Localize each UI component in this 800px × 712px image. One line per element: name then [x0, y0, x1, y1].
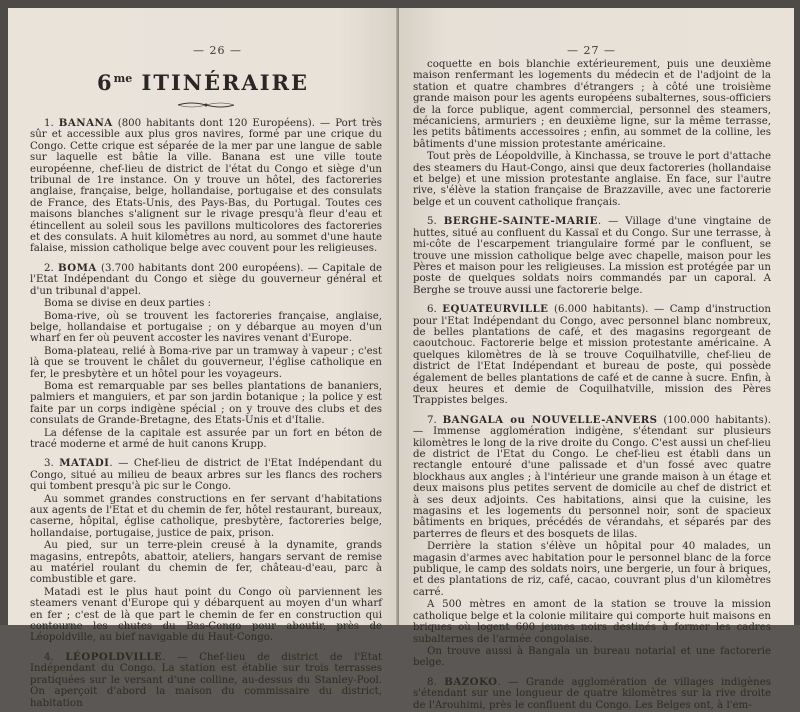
stop-paragraph: Boma est remarquable par ses belles plantations de bananiers, palmiers et manguiers, et par son jardin botanique ; la police y est faite par un corps indigène spécial ; on y trouve des clubs et des consulats de Grande-Bretagne, des Etats-Unis et d'Italie.: [30, 380, 382, 427]
stop-description: . — Chef-lieu de district de l'Etat Indépendant du Congo. La station est établie sur trois terrasses pratiquées sur le versant d'une colline, au-dessus du Stanley-Pool. On aperçoit d'abord la maison du commissaire du district, habitation: [30, 651, 382, 709]
itinerary-stop-7: [413, 415, 771, 540]
itinerary-stop-4: [30, 652, 382, 709]
stop-number: 5.: [427, 216, 444, 228]
stop-name: EQUATEURVILLE: [442, 303, 549, 316]
left-body-text: [30, 118, 382, 710]
stop-description: . — Village d'une vingtaine de huttes, situé au confluent du Kassaï et du Congo. Sur une terrasse, à mi-côte de l'escarpement triangulaire formé par le confluent, se trouve une mission catholique belge avec chapelle, maison pour les Pères et maison pour les religieuses. La mission est protégée par un poste de quelques soldats noirs commandés par un caporal. A Berghe se trouve aussi une factorerie belge.: [413, 216, 771, 296]
stop-paragraph: Boma se divise en deux parties :: [44, 298, 212, 310]
stop-name: LÉOPOLDVILLE: [65, 650, 163, 663]
itinerary-title: [8, 70, 398, 95]
page-number-right: — 27 —: [567, 44, 616, 57]
itinerary-stop-5: [413, 216, 771, 296]
stop-name: BANGALA ou NOUVELLE-ANVERS: [442, 413, 658, 426]
stop-paragraph: Boma-rive, où se trouvent les factoreries française, anglaise, belge, hollandaise et portugaise ; on y débarque au moyen d'un wharf en fer où peuvent accoster les navires venant d'Europe.: [30, 310, 382, 345]
title-superscript: me: [113, 72, 133, 85]
stop-name: BOMA: [57, 261, 97, 274]
stop-name: BERGHE-SAINTE-MARIE: [443, 215, 598, 228]
stop-number: 2.: [44, 262, 58, 274]
stop-number: 8.: [427, 676, 445, 688]
stop-description: (100.000 habitants). — Immense agglomération indigène, s'étendant sur plusieurs kilomètres le long de la rive droite du Congo. C'est aussi un chef-lieu de district de l'Etat du Congo. Le chef-lieu est établi dans un rectangle entouré d'une palissade et d'un fossé avec quatre blockhaus aux angles ; à l'intérieur une grande maison à un étage et deux maisons plus petites servent de domicile au chef de district et à ses deux adjoints. Ces habitations, ainsi que la cuisine, les magasins et les logements du personnel noir, sont de spacieux bâtiments en briques, précédés de vérandahs, et séparés par des parterres de fleurs et des bosquets de lilas.: [413, 414, 771, 540]
right-page: [399, 8, 794, 711]
stop-number: 1.: [44, 118, 59, 129]
stop-name: MATADI: [59, 457, 110, 470]
stop-description: (3.700 habitants dont 200 européens). — Capitale de l'Etat Indépendant du Congo et siège du gouverneur général et d'un tribunal d'appel.: [30, 262, 382, 297]
stop-paragraph: Matadi est le plus haut point du Congo où parviennent les steamers venant d'Europe qui y débarquent au moyen d'un wharf en fer ; c'est de là que part le chemin de fer en construction qui contourne les chutes du Bas-Congo pour aboutir, près de Léopoldville, au bief navigable du Haut-Congo.: [30, 586, 382, 644]
stop-paragraph: A 500 mètres en amont de la station se trouve la mission catholique belge et la colonie militaire qui comporte huit maisons en briques où logent 600 jeunes noirs destinés à former les cadres subalternes de l'armée congolaise.: [413, 599, 771, 645]
right-body-text: [413, 59, 771, 712]
stop-paragraph: On trouve aussi à Bangala un bureau notarial et une factorerie belge.: [413, 645, 771, 669]
itinerary-stop-2: [30, 263, 382, 297]
stop-number: 6.: [427, 304, 443, 316]
intro-paragraph: Tout près de Léopoldville, à Kinchassa, se trouve le port d'attache des steamers du Haut-Congo, ainsi que deux factoreries (hollandaise et belge) et une mission protestante anglaise. En face, sur l'autre rive, s'élève la station française de Brazzaville, avec une factorerie belge et un couvent catholique français.: [413, 151, 771, 208]
left-page: [8, 8, 398, 709]
itinerary-stop-6: [413, 304, 771, 407]
ornament-divider: [176, 100, 236, 110]
stop-paragraph: La défense de la capitale est assurée par un fort en béton de tracé moderne et armé de huit canons Krupp.: [30, 427, 382, 450]
stop-paragraph: Au pied, sur un terre-plein creusé à la dynamite, grands magasins, entrepôts, abattoir, ateliers, hangars servant de remise au matériel roulant du chemin de fer, château-d'eau, parc à combustible et gare.: [30, 540, 382, 586]
page-number-left: — 26 —: [193, 44, 242, 57]
stop-paragraph: Au sommet grandes constructions en fer servant d'habitations aux agents de l'Etat et du chemin de fer, hôtel restaurant, bureaux, caserne, hôpital, église catholique, presbytère, factoreries belge, hollandaise, portugaise, justice de paix, prison.: [30, 493, 382, 539]
itinerary-stop-8: [413, 677, 771, 711]
itinerary-stop-1: [30, 118, 382, 255]
itinerary-stop-3: [30, 458, 382, 492]
title-word: ITINÉRAIRE: [141, 70, 310, 95]
stop-paragraph: Boma-plateau, relié à Boma-rive par un tramway à vapeur ; c'est là que se trouvent le châlet du gouverneur, l'église catholique en fer, le presbytère et un hôtel pour les voyageurs.: [30, 345, 382, 380]
stop-description: (800 habitants dont 120 Européens). — Port très sûr et accessible aux plus gros navires, formé par une crique du Congo. Cette crique est séparée de la mer par une langue de sable sur laquelle est bâtie la ville. Banana est une ville toute européenne, chef-lieu de district de l'état du Congo et siège d'un tribunal de 1re instance. On y trouve un hôtel, des factoreries anglaise, française, belge, hollandaise, portugaise et des consulats de France, des Etats-Unis, des Pays-Bas, du Portugal. Toutes ces maisons blanches s'alignent sur le rivage presqu'à fleur d'eau et étincellent au soleil sous les pavillons multicolores des factoreries et des consulats. A huit kilomètres au nord, au sommet d'une haute falaise, mission catholique belge avec couvent pour les religieuses.: [30, 118, 383, 255]
stop-paragraph: Derrière la station s'élève un hôpital pour 40 malades, un magasin d'armes avec habitation pour le personnel blanc de la force publique, le camp des soldats noirs, une bergerie, un four à briques, et des plantations de riz, café, cacao, couvrant plus d'un kilomètres carré.: [413, 541, 771, 598]
title-number: 6: [96, 70, 114, 95]
stop-number: 4.: [44, 651, 66, 663]
stop-name: BAZOKO: [444, 675, 498, 688]
stop-name: BANANA: [58, 117, 113, 129]
stop-number: 3.: [44, 458, 60, 470]
stop-description: . — Grande agglomération de villages indigènes s'étendant sur une longueur de quatre kilomètres sur la rive droite de l'Arouhimi, près le confluent du Congo. Les Belges ont, à l'em-: [413, 676, 772, 711]
stop-description: (6.000 habitants). — Camp d'instruction pour l'Etat Indépendant du Congo, avec personnel blanc nombreux, de belles plantations de café, et des magasins regorgeant de caoutchouc. Factorerie belge et mission protestante américaine. A quelques kilomètres de là se trouve Coquilhatville, chef-lieu de district de l'Etat Indépendant et bureau de poste, qui possède également de belles plantations de café et de canne à sucre. Enfin, à deux heures et demie de Coquilhatville, mission des Pères Trappistes belges.: [413, 304, 771, 407]
intro-paragraph: coquette en bois blanchie extérieurement, puis une deuxième maison renfermant les logements du médecin et de l'adjoint de la station et quatre chambres d'étrangers ; à côté une troisième grande maison pour les agents européens subalternes, sous-officiers de la force publique, agent commercial, personnel des steamers, mécaniciens, armuriers ; en deuxième ligne, sur la même terrasse, les petits bâtiments accessoires ; enfin, au sommet de la colline, les bâtiments d'une mission protestante américaine.: [413, 59, 771, 150]
stop-description: . — Chef-lieu de district de l'Etat Indépendant du Congo, situé au milieu de beaux arbres sur les flancs des rochers qui tombent presqu'à pic sur le Congo.: [30, 458, 382, 493]
stop-number: 7.: [427, 414, 443, 426]
